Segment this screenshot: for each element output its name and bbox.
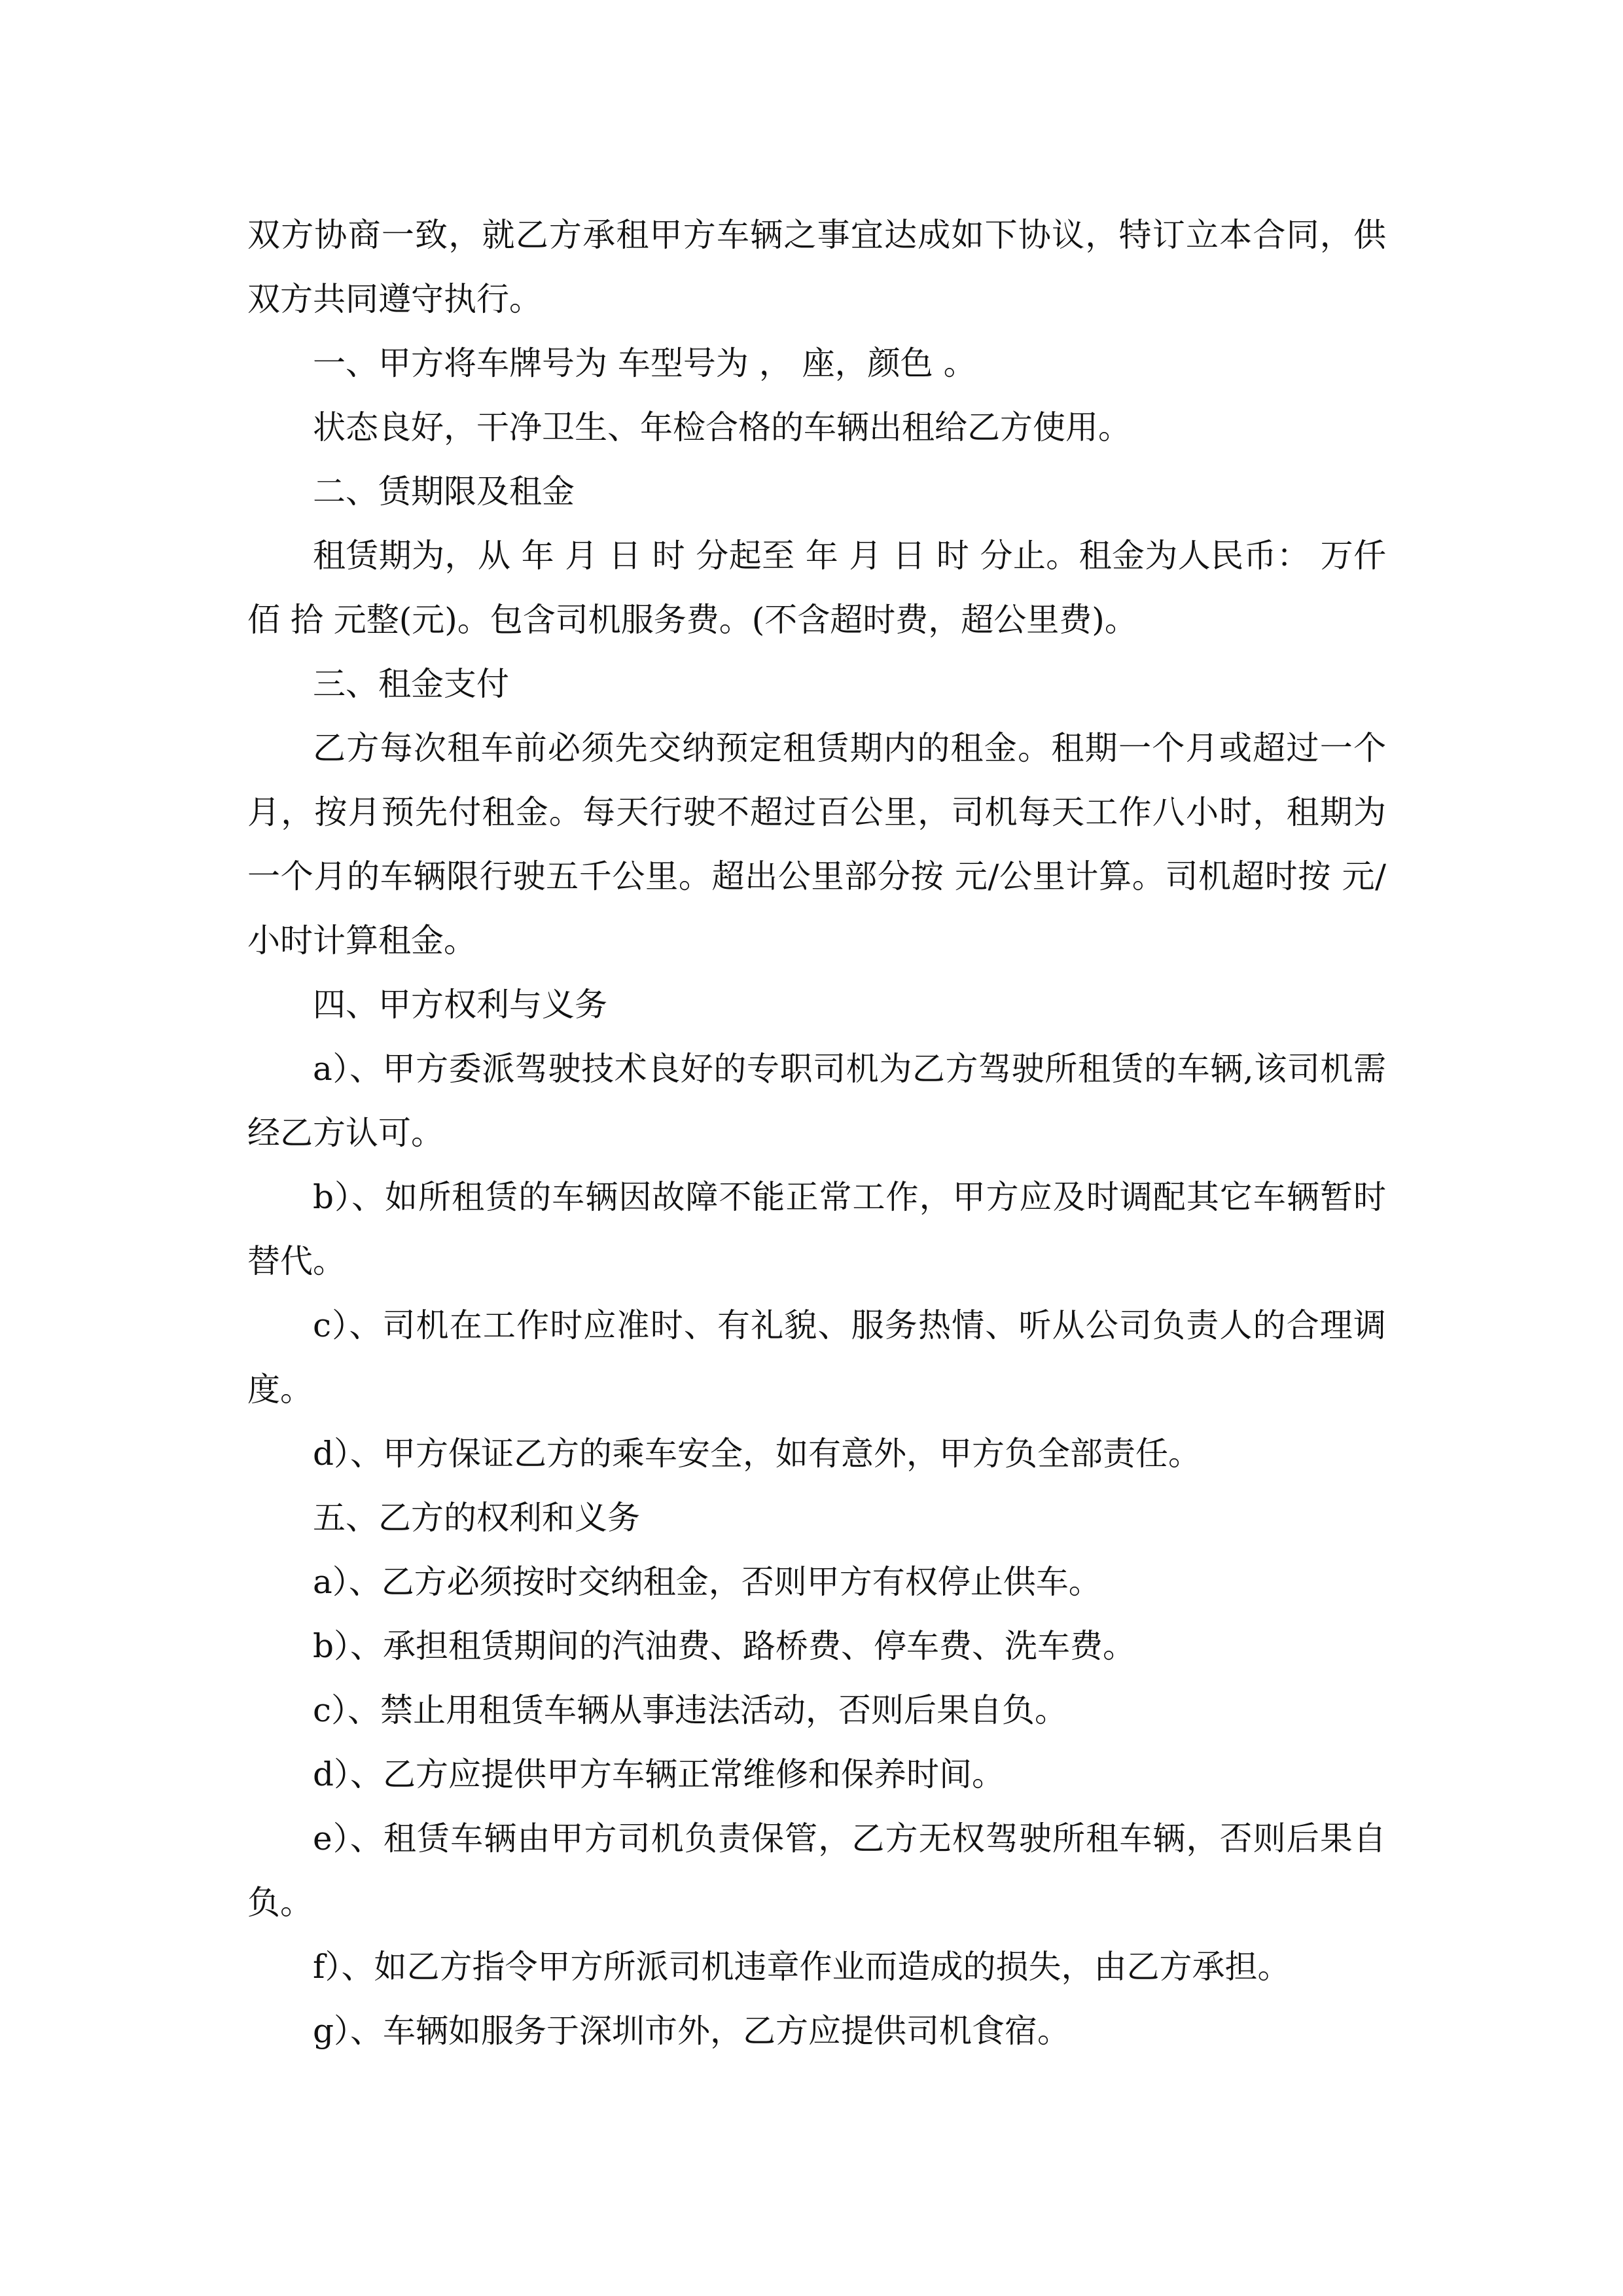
clause-1-condition: 状态良好，干净卫生、年检合格的车辆出租给乙方使用。 <box>313 408 1131 446</box>
section-heading-5: 五、乙方的权利和义务 <box>313 1499 640 1537</box>
clause-4d: d）、甲方保证乙方的乘车安全，如有意外，甲方负全部责任。 <box>313 1435 1202 1473</box>
clause-5d: d）、乙方应提供甲方车辆正常维修和保养时间。 <box>313 1755 1005 1793</box>
clause-2-term-rent: 租赁期为，从 年 月 日 时 分起至 年 月 日 时 分止。租金为人民币： 万仟 佰 拾 元整(元)。包含司机服务费。(不含超时费，超公里费)。 <box>247 537 1386 639</box>
section-heading-2: 二、赁期限及租金 <box>313 473 575 511</box>
clause-4c: c）、司机在工作时应准时、有礼貌、服务热情、听从公司负责人的合理调度。 <box>247 1306 1386 1408</box>
document-body <box>247 203 1386 2063</box>
clause-5f: f）、如乙方指令甲方所派司机违章作业而造成的损失，由乙方承担。 <box>313 1948 1291 1986</box>
clause-1-vehicle: 一、甲方将车牌号为 车型号为 ， 座，颜色 。 <box>313 344 976 382</box>
clause-5a: a）、乙方必须按时交纳租金，否则甲方有权停止供车。 <box>313 1563 1101 1601</box>
clause-5b: b）、承担租赁期间的汽油费、路桥费、停车费、洗车费。 <box>313 1627 1136 1665</box>
paragraph-intro: 双方协商一致，就乙方承租甲方车辆之事宜达成如下协议，特订立本合同，供双方共同遵守执行。 <box>247 216 1386 318</box>
clause-3-payment: 乙方每次租车前必须先交纳预定租赁期内的租金。租期一个月或超过一个月，按月预先付租金。每天行驶不超过百公里，司机每天工作八小时，租期为一个月的车辆限行驶五千公里。超出公里部分按 元/公里计算。司机超时按 元/小时计算租金。 <box>247 729 1386 960</box>
section-heading-4: 四、甲方权利与义务 <box>313 986 607 1024</box>
clause-5e: e）、租赁车辆由甲方司机负责保管，乙方无权驾驶所租车辆，否则后果自负。 <box>247 1820 1386 1922</box>
clause-5g: g）、车辆如服务于深圳市外，乙方应提供司机食宿。 <box>313 2012 1071 2050</box>
section-heading-3: 三、租金支付 <box>313 665 509 703</box>
clause-4b: b）、如所租赁的车辆因故障不能正常工作，甲方应及时调配其它车辆暂时替代。 <box>247 1178 1386 1280</box>
clause-4a: a）、甲方委派驾驶技术良好的专职司机为乙方驾驶所租赁的车辆,该司机需经乙方认可。 <box>247 1050 1386 1152</box>
clause-5c: c）、禁止用租赁车辆从事违法活动，否则后果自负。 <box>313 1691 1068 1729</box>
